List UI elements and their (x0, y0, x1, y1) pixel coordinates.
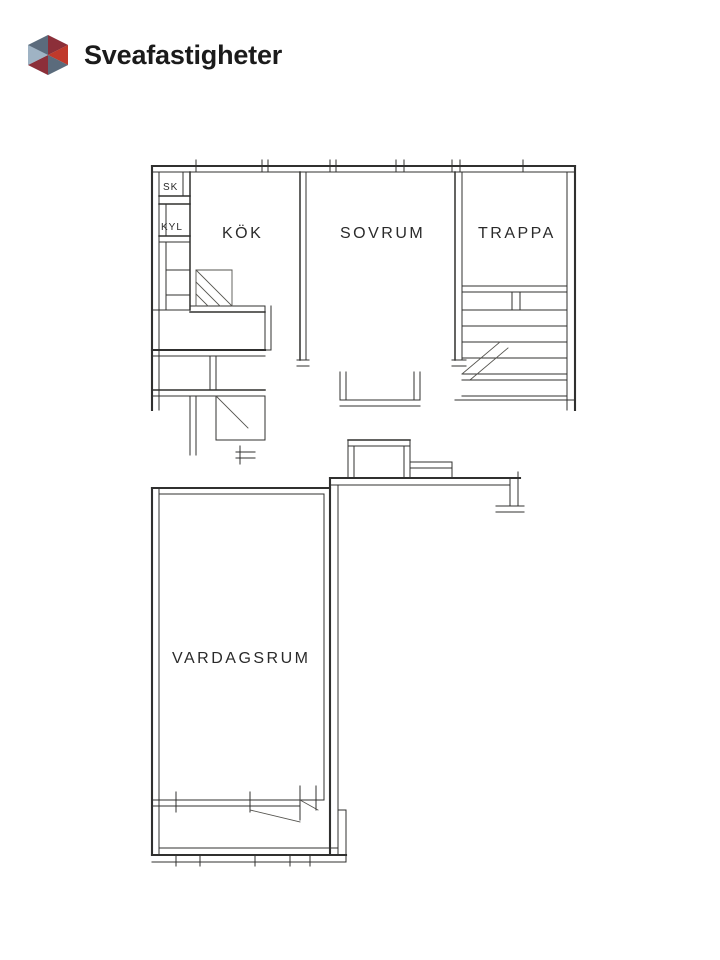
floorplan-drawing (0, 110, 720, 960)
room-label-kyl: KYL (161, 222, 183, 233)
brand-title: Sveafastigheter (84, 39, 283, 70)
room-label-kok: KÖK (222, 225, 264, 242)
room-label-trappa: TRAPPA (478, 225, 556, 242)
floorplan-room-labels (161, 182, 556, 667)
page-header (0, 0, 720, 110)
sveafastigheter-diamond-logo-icon (26, 33, 70, 77)
room-label-sovrum: SOVRUM (340, 225, 426, 242)
room-label-sk: SK (163, 182, 179, 193)
floorplan-container (0, 110, 720, 960)
room-label-vardagsrum: VARDAGSRUM (172, 650, 311, 667)
floorplan-walls (152, 160, 575, 866)
